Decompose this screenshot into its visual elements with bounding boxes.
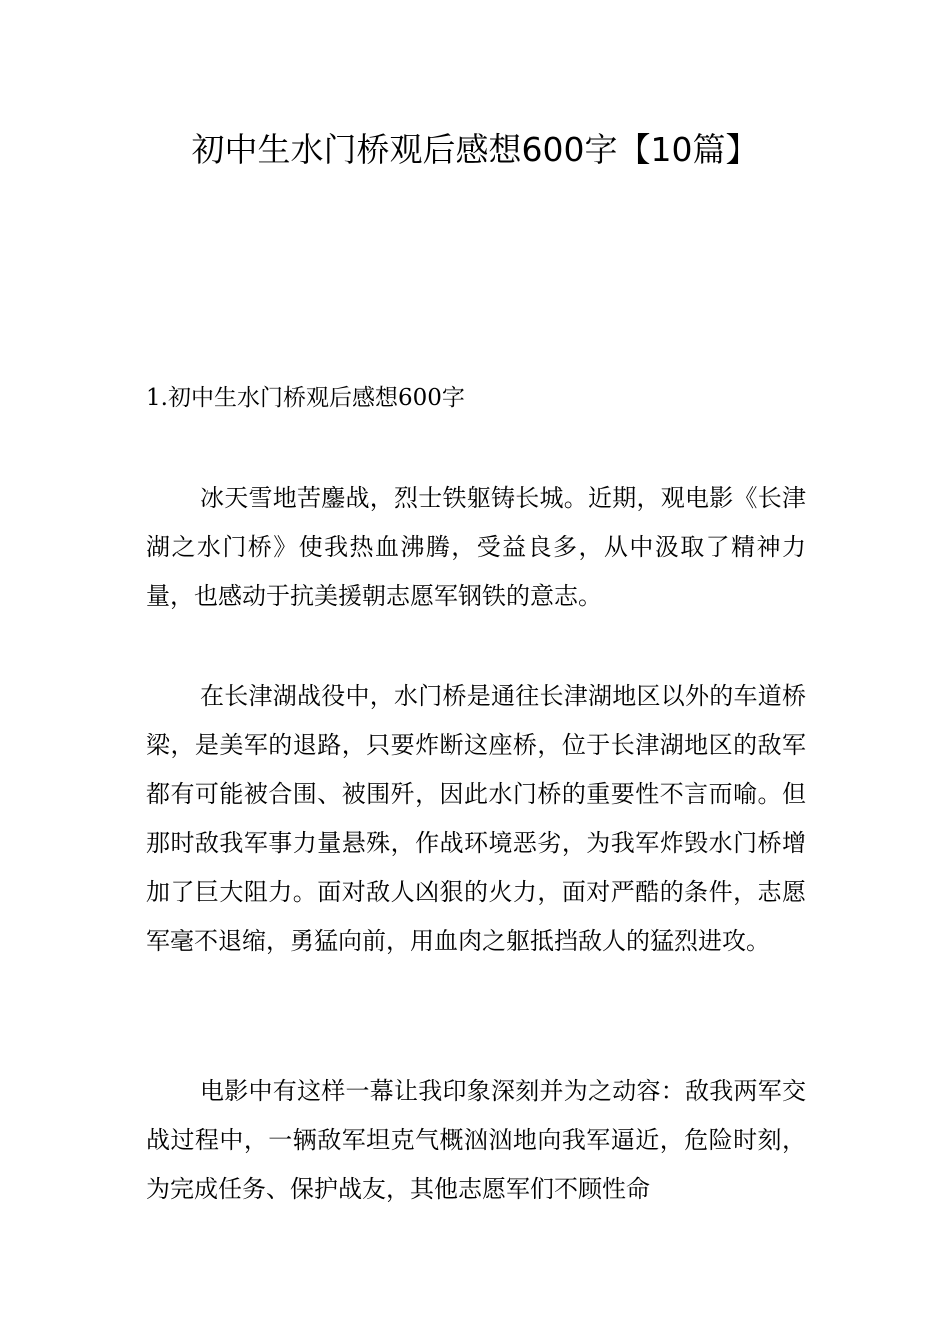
document-title: 初中生水门桥观后感想600字【10篇】 (191, 130, 759, 169)
body-paragraph-3: 电影中有这样一幕让我印象深刻并为之动容：敌我两军交战过程中，一辆敌军坦克气概汹汹地向我军逼近，危险时刻，为完成任务、保护战友，其他志愿军们不顾性命 (146, 1077, 806, 1203)
body-paragraph-2: 在长津湖战役中，水门桥是通往长津湖地区以外的车道桥梁，是美军的退路，只要炸断这座桥，位于长津湖地区的敌军都有可能被合围、被围歼，因此水门桥的重要性不言而喻。但那时敌我军事力量悬殊，作战环境恶劣，为我军炸毁水门桥增加了巨大阻力。面对敌人凶狠的火力，面对严酷的条件，志愿军毫不退缩，勇猛向前，用血肉之躯抵挡敌人的猛烈进攻。 (146, 682, 806, 955)
body-paragraph-1: 冰天雪地苦鏖战，烈士铁躯铸长城。近期，观电影《长津湖之水门桥》使我热血沸腾，受益良多，从中汲取了精神力量，也感动于抗美援朝志愿军钢铁的意志。 (146, 484, 806, 610)
section-heading: 1.初中生水门桥观后感想600字 (146, 385, 465, 411)
